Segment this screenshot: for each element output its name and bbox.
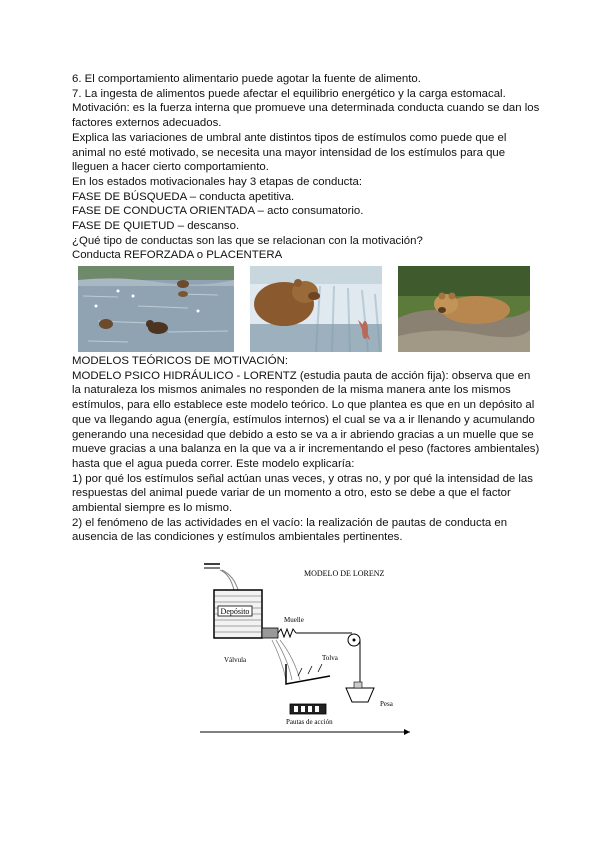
section-heading: MODELOS TEÓRICOS DE MOTIVACIÓN: bbox=[72, 355, 289, 367]
text-line: ¿Qué tipo de conductas son las que se relacionan con la motivación? bbox=[72, 234, 423, 247]
text-line: 7. La ingesta de alimentos puede afectar el equilibrio energético y la carga estomacal. bbox=[72, 87, 506, 100]
text-line: 6. El comportamiento alimentario puede agotar la fuente de alimento. bbox=[72, 73, 421, 85]
pesa-label: Pesa bbox=[380, 700, 393, 708]
deposito-label: Depósito bbox=[220, 607, 250, 616]
text-bottom bbox=[72, 354, 542, 545]
bear-waterfall-photo bbox=[250, 266, 382, 352]
bear-resting-photo bbox=[398, 266, 530, 352]
text-line: Explica las variaciones de umbral ante distintos tipos de estímulos como puede que el bbox=[72, 131, 507, 144]
text-line: 2) el fenómeno de las actividades en el vacío: la realización de pautas de conducta en bbox=[72, 516, 508, 529]
text-line: la naturaleza los mismos animales no responden de la misma manera ante los mismos bbox=[72, 384, 511, 397]
bear-river-photo bbox=[78, 266, 234, 352]
text-line: generando una necesidad que debido a esto se va a ir abriendo gracias a un muelle que se bbox=[72, 428, 534, 441]
text-line: FASE DE CONDUCTA ORIENTADA – acto consumatorio. bbox=[72, 205, 364, 218]
text-line: Conducta REFORZADA o PLACENTERA bbox=[72, 249, 283, 262]
muelle-label: Muelle bbox=[284, 616, 304, 624]
text-line: hasta que el agua pueda correr. Este modelo explicaría: bbox=[72, 457, 355, 470]
text-line: MODELO PSICO HIDRÁULICO - LORENTZ (estudia pauta de acción fija): observa que en bbox=[72, 369, 531, 382]
text-line: ambiental siempre es lo mismo. bbox=[72, 502, 233, 515]
text-top bbox=[72, 72, 542, 263]
valvula-label: Válvula bbox=[224, 656, 247, 664]
text-line: ausencia de las condiciones y estímulos ambientales pertinentes. bbox=[72, 531, 403, 544]
diagram-title: MODELO DE LORENZ bbox=[304, 569, 385, 578]
text-line: FASE DE QUIETUD – descanso. bbox=[72, 220, 240, 233]
text-line: animal no esté motivado, se necesita una mayor intensidad de los estímulos para que bbox=[72, 146, 506, 159]
text-line: lleguen a hacer cierto comportamiento. bbox=[72, 161, 269, 174]
text-line: En los estados motivacionales hay 3 etapas de conducta: bbox=[72, 175, 363, 188]
text-line: mueve gracias a una balanza en la que va a ir incrementando el peso (factores ambientales) bbox=[72, 443, 540, 456]
tolva-label: Tolva bbox=[322, 654, 338, 662]
text-line: factores externos adecuados. bbox=[72, 117, 222, 130]
text-line: que va llegando agua (energía, estímulos internos) el cual se va a ir llenando y acumulando bbox=[72, 413, 535, 426]
lorenz-model-diagram bbox=[190, 560, 420, 740]
text-line: FASE DE BÚSQUEDA – conducta apetitiva. bbox=[72, 190, 295, 203]
text-line: Motivación: es la fuerza interna que promueve una determinada conducta cuando se dan los bbox=[72, 102, 540, 115]
text-line: 1) por qué los estímulos señal actúan unas veces, y otras no, y por qué la intensidad de las bbox=[72, 472, 533, 485]
bear-photo-strip bbox=[78, 266, 530, 352]
text-line: estímulos, para ello establece este modelo teórico. Lo que plantea es que en un depósito al bbox=[72, 399, 535, 412]
pautas-label: Pautas de acción bbox=[286, 718, 333, 726]
text-line: respuestas del animal puede variar de un momento a otro, esto se debe a que el factor bbox=[72, 487, 511, 500]
